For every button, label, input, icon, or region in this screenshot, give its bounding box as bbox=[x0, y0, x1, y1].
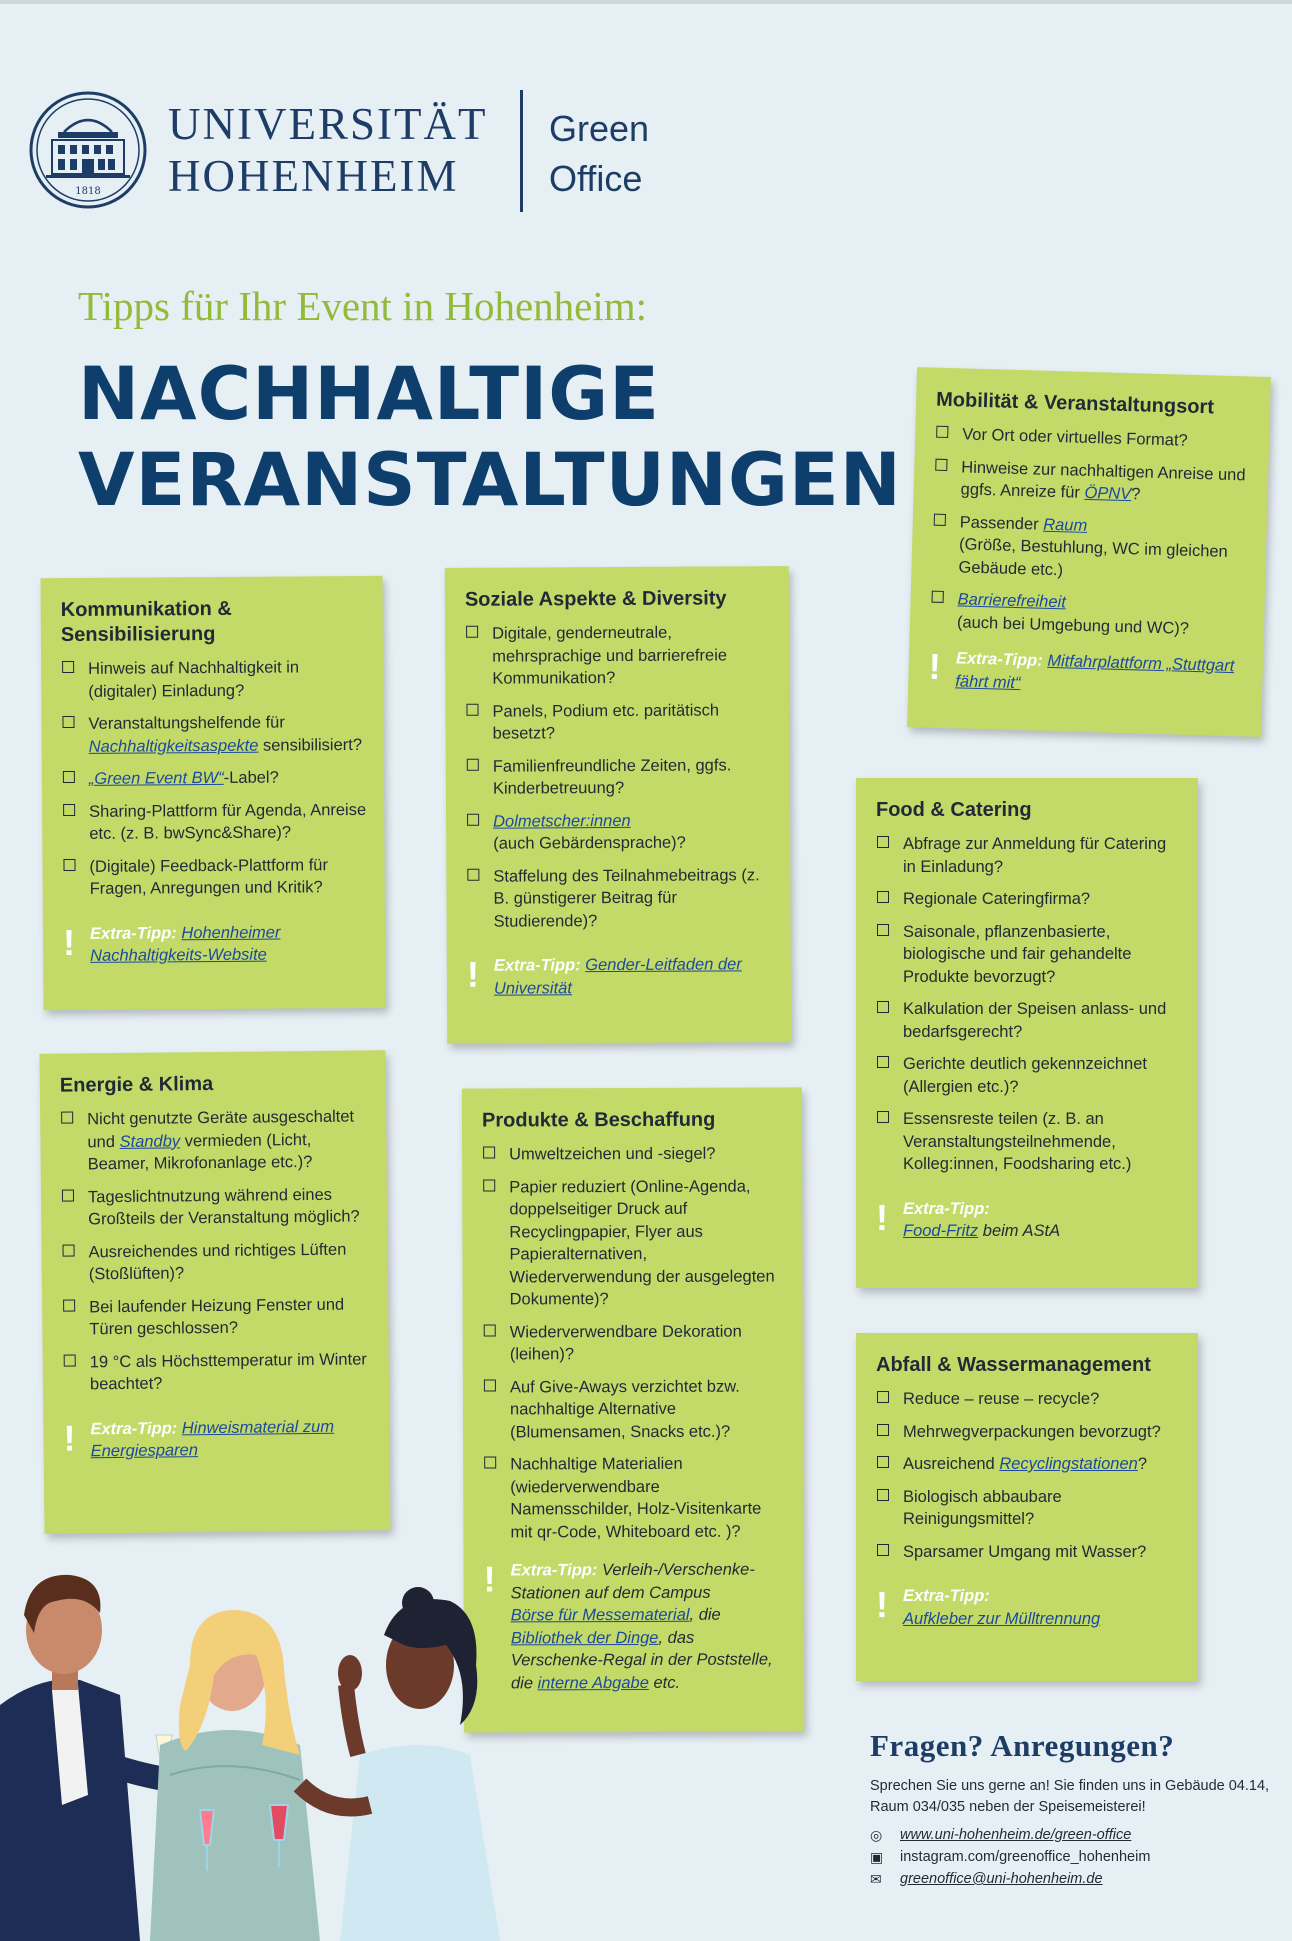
list-item: Sharing-Plattform für Agenda, Anreise etc. (z. B. bwSync&Share)? bbox=[62, 798, 366, 845]
checkbox[interactable] bbox=[63, 771, 75, 783]
email-link[interactable]: greenoffice@uni-hohenheim.de bbox=[900, 1871, 1103, 1887]
list-item: Hinweise zur nachhaltigen Anreise und ggfs. Anreize für ÖPNV? bbox=[933, 455, 1250, 509]
top-border bbox=[0, 0, 1292, 4]
list-item: Papier reduziert (Online-Agenda, doppelseitiger Druck auf Recyclingpapier, Flyer aus Papieralternativen, Wiederverwendung der ausgelegten Dokumente)? bbox=[482, 1175, 784, 1311]
checklist bbox=[876, 1388, 1180, 1563]
exclamation-icon: ! bbox=[876, 1584, 888, 1625]
link-standby[interactable]: Standby bbox=[119, 1131, 181, 1151]
title-line1: NACHHALTIGE bbox=[78, 352, 661, 437]
list-item: Nicht genutzte Geräte ausgeschaltet und Standby vermieden (Licht, Beamer, Mikrofonanlage etc.)? bbox=[60, 1105, 369, 1176]
list-item: Panels, Podium etc. paritätisch besetzt? bbox=[465, 699, 771, 746]
link-food-fritz[interactable]: Food-Fritz bbox=[903, 1222, 979, 1240]
page-subtitle: Tipps für Ihr Event in Hohenheim: bbox=[78, 283, 648, 329]
note-title: Soziale Aspekte & Diversity bbox=[464, 587, 727, 611]
tip-label: Extra-Tipp: bbox=[89, 923, 177, 943]
tip-link[interactable]: Aufkleber zur Mülltrennung bbox=[903, 1609, 1101, 1628]
contact-text: Sprechen Sie uns gerne an! Sie finden uns in Gebäude 04.14, Raum 034/035 neben der Speisemeisterei! bbox=[870, 1778, 1270, 1815]
checkbox[interactable] bbox=[62, 661, 74, 673]
note-mobilitaet bbox=[907, 367, 1271, 737]
checkbox[interactable] bbox=[936, 426, 948, 438]
logo-year: 1818 bbox=[75, 186, 101, 197]
list-item: Mehrwegverpackungen bevorzugt? bbox=[876, 1421, 1180, 1444]
link-raum[interactable]: Raum bbox=[1042, 515, 1088, 535]
people-illustration bbox=[0, 1555, 520, 1941]
tip-link[interactable]: Gender-Leitfaden der Universität bbox=[493, 955, 742, 998]
website-link[interactable]: www.uni-hohenheim.de/green-office bbox=[900, 1827, 1132, 1843]
list-item: Passender Raum (Größe, Bestuhlung, WC im gleichen Gebäude etc.) bbox=[931, 510, 1249, 586]
list-item: Digitale, genderneutrale, mehrsprachige und barrierefreie Kommunikation? bbox=[465, 621, 771, 690]
list-item: Biologisch abbaubare Reinigungsmittel? bbox=[876, 1486, 1180, 1531]
list-item: Auf Give-Aways verzichtet bzw. nachhaltige Alternative (Blumensamen, Snacks etc.)? bbox=[483, 1375, 785, 1444]
checkbox[interactable] bbox=[484, 1456, 496, 1468]
note-abfall bbox=[856, 1333, 1198, 1681]
checklist bbox=[876, 833, 1180, 1176]
list-item: Tageslichtnutzung während eines Großteils der Veranstaltung möglich? bbox=[61, 1183, 369, 1231]
green-office-line1: Green bbox=[549, 108, 650, 149]
link-oepnv[interactable]: ÖPNV bbox=[1084, 483, 1132, 504]
checkbox[interactable] bbox=[63, 803, 75, 815]
tip-link[interactable]: Mitfahrplattform „Stuttgart fährt mit“ bbox=[955, 651, 1235, 692]
checkbox[interactable] bbox=[467, 813, 479, 825]
checkbox[interactable] bbox=[64, 1354, 76, 1366]
checkbox[interactable] bbox=[877, 1111, 889, 1123]
note-title: Abfall & Wassermanagement bbox=[876, 1354, 1151, 1376]
contact-heading: Fragen? Anregungen? bbox=[870, 1728, 1175, 1763]
checkbox[interactable] bbox=[483, 1179, 495, 1191]
tip-label: Extra-Tipp: bbox=[903, 1199, 990, 1218]
list-item: Barrierefreiheit (auch bei Umgebung und WC)? bbox=[930, 588, 1247, 642]
contact-website bbox=[870, 1824, 1270, 1846]
note-title: Food & Catering bbox=[876, 799, 1032, 821]
list-item: Familienfreundliche Zeiten, ggfs. Kinderbetreuung? bbox=[466, 754, 772, 801]
list-item: Dolmetscher:innen (auch Gebärdensprache)? bbox=[466, 809, 772, 856]
list-item: 19 °C als Höchsttemperatur im Winter beachtet? bbox=[63, 1348, 371, 1396]
mail-icon: ✉ bbox=[870, 1871, 882, 1887]
list-item: Vor Ort oder virtuelles Format? bbox=[935, 423, 1252, 454]
note-title: Mobilität & Veranstaltungsort bbox=[935, 388, 1215, 419]
contact-instagram bbox=[870, 1846, 1270, 1868]
list-item: Regionale Cateringfirma? bbox=[876, 888, 1180, 911]
green-office-line2: Office bbox=[549, 158, 643, 199]
tip-label: Extra-Tipp: bbox=[955, 649, 1043, 670]
list-item: Saisonale, pflanzenbasierte, biologische und fair gehandelte Produkte bevorzugt? bbox=[876, 921, 1180, 989]
list-item: Nachhaltige Materialien (wiederverwendbare Namensschilder, Holz-Visitenkarte mit qr-Code, Whiteboard etc. )? bbox=[483, 1452, 785, 1543]
exclamation-icon: ! bbox=[62, 921, 76, 963]
university-name bbox=[168, 98, 487, 202]
list-item: Sparsamer Umgang mit Wasser? bbox=[876, 1541, 1180, 1564]
exclamation-icon: ! bbox=[928, 645, 942, 687]
list-item: Ausreichend Recyclingstationen? bbox=[876, 1453, 1180, 1476]
extra-tip bbox=[876, 1585, 1180, 1630]
woman-figure-right bbox=[300, 1587, 500, 1941]
globe-icon: ◎ bbox=[870, 1827, 883, 1843]
checklist bbox=[61, 656, 367, 901]
exclamation-icon: ! bbox=[63, 1416, 76, 1459]
title-line2: VERANSTALTUNGEN bbox=[78, 438, 902, 523]
link-interne-abgabe[interactable]: interne Abgabe bbox=[537, 1673, 649, 1692]
list-item: Veranstaltungshelfende für Nachhaltigkeitsaspekte sensibilisiert? bbox=[61, 711, 365, 758]
checklist bbox=[60, 1105, 371, 1396]
list-item: Ausreichendes und richtiges Lüften (Stoßlüften)? bbox=[61, 1238, 369, 1286]
list-item: „Green Event BW“-Label? bbox=[62, 766, 366, 791]
tip-link[interactable]: Hohenheimer Nachhaltigkeits-Website bbox=[90, 923, 281, 965]
instagram-link[interactable]: instagram.com/greenoffice_hohenheim bbox=[900, 1849, 1151, 1865]
list-item: (Digitale) Feedback-Plattform für Fragen, Anregungen und Kritik? bbox=[62, 853, 366, 900]
exclamation-icon: ! bbox=[466, 953, 479, 995]
checkbox[interactable] bbox=[62, 1189, 74, 1201]
checkbox[interactable] bbox=[466, 626, 478, 638]
checkbox[interactable] bbox=[63, 1299, 75, 1311]
note-kommunikation bbox=[40, 576, 385, 1010]
checkbox[interactable] bbox=[61, 1111, 73, 1123]
checklist bbox=[930, 423, 1252, 642]
tip-label: Extra-Tipp: bbox=[903, 1587, 990, 1605]
checkbox[interactable] bbox=[877, 836, 889, 848]
checkbox[interactable] bbox=[877, 1391, 889, 1403]
note-soziale-aspekte bbox=[445, 566, 791, 1044]
university-name-line1: UNIVERSITÄT bbox=[168, 99, 488, 149]
link-barrierefreiheit[interactable]: Barrierefreiheit bbox=[957, 590, 1067, 612]
checkbox[interactable] bbox=[467, 868, 479, 880]
list-item: Staffelung des Teilnahmebeitrags (z. B. günstigerer Beitrag für Studierende)? bbox=[466, 864, 772, 933]
note-food-catering bbox=[856, 778, 1198, 1288]
list-item: Umweltzeichen und -siegel? bbox=[482, 1142, 784, 1166]
woman-figure-left bbox=[150, 1610, 320, 1941]
list-item: Gerichte deutlich gekennzeichnet (Allergien etc.)? bbox=[876, 1053, 1180, 1098]
page-title bbox=[78, 352, 902, 524]
checkbox[interactable] bbox=[877, 1489, 889, 1501]
green-office-name bbox=[549, 104, 649, 204]
list-item: Reduce – reuse – recycle? bbox=[876, 1388, 1180, 1411]
checkbox[interactable] bbox=[877, 1056, 889, 1068]
link-nachhaltigkeitsaspekte[interactable]: Nachhaltigkeitsaspekte bbox=[88, 736, 259, 756]
list-item: Abfrage zur Anmeldung für Catering in Einladung? bbox=[876, 833, 1180, 878]
extra-tip bbox=[467, 953, 773, 1000]
tip-link[interactable]: Hinweismaterial zum Energiesparen bbox=[90, 1417, 335, 1461]
tip-label: Extra-Tipp: bbox=[90, 1418, 178, 1438]
header-divider bbox=[520, 90, 523, 212]
list-item: Kalkulation der Speisen anlass- und bedarfsgerecht? bbox=[876, 998, 1180, 1043]
note-title: Produkte & Beschaffung bbox=[481, 1108, 716, 1132]
tip-label: Extra-Tipp: bbox=[493, 956, 581, 975]
link-recyclingstationen[interactable]: Recyclingstationen bbox=[999, 1455, 1138, 1473]
checkbox[interactable] bbox=[934, 513, 946, 525]
checkbox[interactable] bbox=[877, 924, 889, 936]
note-title: Kommunikation & Sensibilisierung bbox=[60, 597, 232, 647]
extra-tip: ! Extra-Tipp: Verleih-/Verschenke-Stationen auf dem Campus Börse für Messematerial, die Bibliothek der Dinge, das Verschenke-Regal in der Poststelle, die interne Abgabe etc. bbox=[483, 1558, 773, 1692]
instagram-icon: ▣ bbox=[870, 1849, 884, 1865]
extra-tip bbox=[63, 920, 367, 967]
checkbox[interactable] bbox=[877, 891, 889, 903]
extra-tip bbox=[63, 1415, 371, 1463]
checkbox[interactable] bbox=[483, 1146, 495, 1158]
list-item: Hinweis auf Nachhaltigkeit in (digitaler) Einladung? bbox=[61, 656, 365, 703]
link-green-event-bw[interactable]: „Green Event BW“ bbox=[88, 768, 224, 788]
link-boerse[interactable]: Börse für Messematerial bbox=[510, 1605, 690, 1625]
checkbox[interactable] bbox=[62, 716, 74, 728]
checkbox[interactable] bbox=[63, 858, 75, 870]
note-energie bbox=[39, 1050, 390, 1534]
checkbox[interactable] bbox=[62, 1244, 74, 1256]
tip-label: Extra-Tipp: bbox=[510, 1561, 598, 1580]
checkbox[interactable] bbox=[484, 1379, 496, 1391]
checkbox[interactable] bbox=[877, 1456, 889, 1468]
checkbox[interactable] bbox=[877, 1544, 889, 1556]
extra-tip bbox=[928, 647, 1245, 701]
exclamation-icon: ! bbox=[483, 1558, 496, 1600]
checkbox[interactable] bbox=[877, 1001, 889, 1013]
note-title: Energie & Klima bbox=[59, 1073, 214, 1097]
checkbox[interactable] bbox=[877, 1424, 889, 1436]
checkbox[interactable] bbox=[935, 458, 947, 470]
list-item: Essensreste teilen (z. B. an Veranstaltungsteilnehmende, Kolleg:innen, Foodsharing etc.) bbox=[876, 1108, 1180, 1176]
link-bibliothek-der-dinge[interactable]: Bibliothek der Dinge bbox=[510, 1628, 659, 1647]
checklist bbox=[465, 621, 773, 933]
link-dolmetscher[interactable]: Dolmetscher:innen bbox=[493, 811, 631, 831]
university-seal-logo bbox=[28, 90, 148, 210]
contact-email bbox=[870, 1868, 1270, 1890]
checkbox[interactable] bbox=[466, 703, 478, 715]
exclamation-icon: ! bbox=[876, 1196, 888, 1238]
checkbox[interactable] bbox=[467, 758, 479, 770]
university-name-line2: HOHENHEIM bbox=[168, 151, 459, 201]
checklist bbox=[482, 1142, 785, 1543]
checkbox[interactable] bbox=[484, 1324, 496, 1336]
list-item: Bei laufender Heizung Fenster und Türen geschlossen? bbox=[62, 1293, 370, 1341]
extra-tip: ! Extra-Tipp: Food-Fritz beim AStA bbox=[876, 1196, 1061, 1240]
contact-section bbox=[870, 1728, 1270, 1890]
list-item: Wiederverwendbare Dekoration (leihen)? bbox=[483, 1320, 785, 1366]
checkbox[interactable] bbox=[932, 591, 944, 603]
